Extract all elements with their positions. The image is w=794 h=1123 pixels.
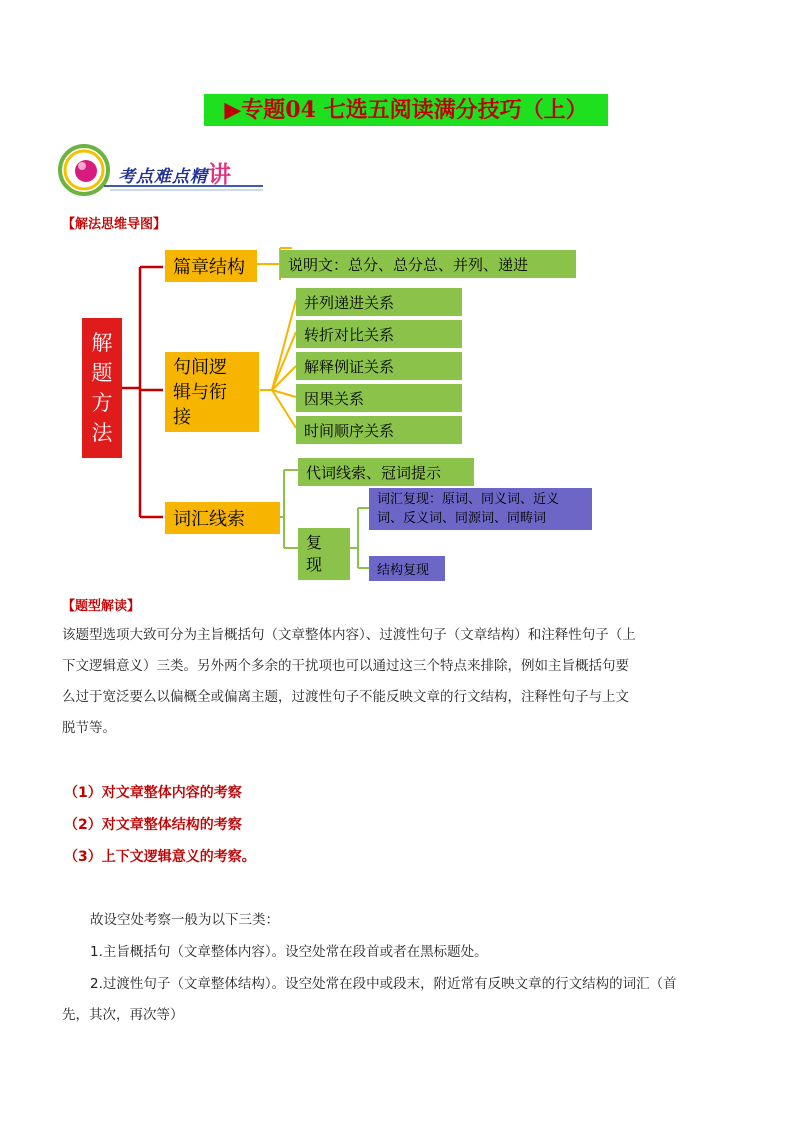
logic-child: 因果关系 (296, 384, 462, 412)
root-node (82, 318, 122, 458)
intro-line: 故设空处考察一般为以下三类： (90, 912, 279, 928)
item-2-line: 先，其次，再次等） (62, 1007, 184, 1023)
item-2-line: 2.过渡性句子（文章整体结构）。设空处常在段中或段末，附近常有反映文章的行文结构的词汇（首 (90, 976, 677, 992)
mindmap-label: 【解法思维导图】 (62, 217, 167, 232)
logo-text-big: 讲 (208, 161, 232, 188)
branch-structure: 篇章结构 (165, 250, 257, 282)
analysis-paragraph (62, 620, 734, 744)
branch-vocab: 词汇线索 (165, 502, 280, 534)
repeat-label-line: 现 (306, 555, 323, 574)
page-title: ▶专题04 七选五阅读满分技巧（上） (204, 94, 608, 126)
logic-child: 并列递进关系 (296, 288, 462, 316)
paragraph-line: 下文逻辑意义）三类。另外两个多余的干扰项也可以通过这三个特点来排除，例如主旨概括句要 (62, 658, 629, 674)
analysis-label: 【题型解读】 (62, 599, 141, 614)
point-item: （3）上下文逻辑意义的考察。 (64, 849, 256, 865)
structure-child: 说明文：总分、总分总、并列、递进 (280, 250, 576, 278)
logic-label-line: 辑与衔 (173, 381, 227, 403)
paragraph-line: 脱节等。 (62, 720, 116, 736)
logic-child: 解释例证关系 (296, 352, 462, 380)
connector-repeat (350, 508, 369, 568)
paragraph-line: 该题型选项大致可分为主旨概括句（文章整体内容）、过渡性句子（文章结构）和注释性句子（上 (62, 627, 636, 643)
vocab-child-repeat (298, 528, 350, 580)
connector-vocab (280, 470, 298, 548)
logic-child: 时间顺序关系 (296, 416, 462, 444)
root-char: 解 (91, 331, 113, 355)
repeat-word-line: 词汇复现：原词、同义词、近义 (377, 492, 560, 507)
item-1: 1.主旨概括句（文章整体内容）。设空处常在段首或者在黑标题处。 (90, 944, 488, 960)
vocab-child-pronoun: 代词线索、冠词提示 (298, 458, 474, 486)
repeat-word-line: 词、反义词、同源词、同畴词 (377, 511, 547, 526)
logic-child: 转折对比关系 (296, 320, 462, 348)
repeat-word (369, 488, 592, 530)
root-char: 题 (91, 361, 113, 385)
branch-logic (165, 352, 259, 432)
point-item: （2）对文章整体结构的考察 (64, 817, 242, 833)
logic-label-line: 接 (173, 406, 191, 428)
point-item: （1）对文章整体内容的考察 (64, 785, 242, 801)
root-char: 法 (91, 421, 113, 445)
connector-logic (260, 300, 296, 428)
logic-label-line: 句间逻 (173, 356, 227, 378)
repeat-label-line: 复 (306, 533, 323, 552)
paragraph-line: 么过于宽泛要么以偏概全或偏离主题，过渡性句子不能反映文章的行文结构，注释性句子与上文 (62, 689, 629, 705)
logo-text-main: 考点难点精 (118, 167, 208, 187)
repeat-structure: 结构复现 (369, 556, 445, 581)
connector-root (122, 267, 163, 517)
root-char: 方 (91, 391, 113, 415)
